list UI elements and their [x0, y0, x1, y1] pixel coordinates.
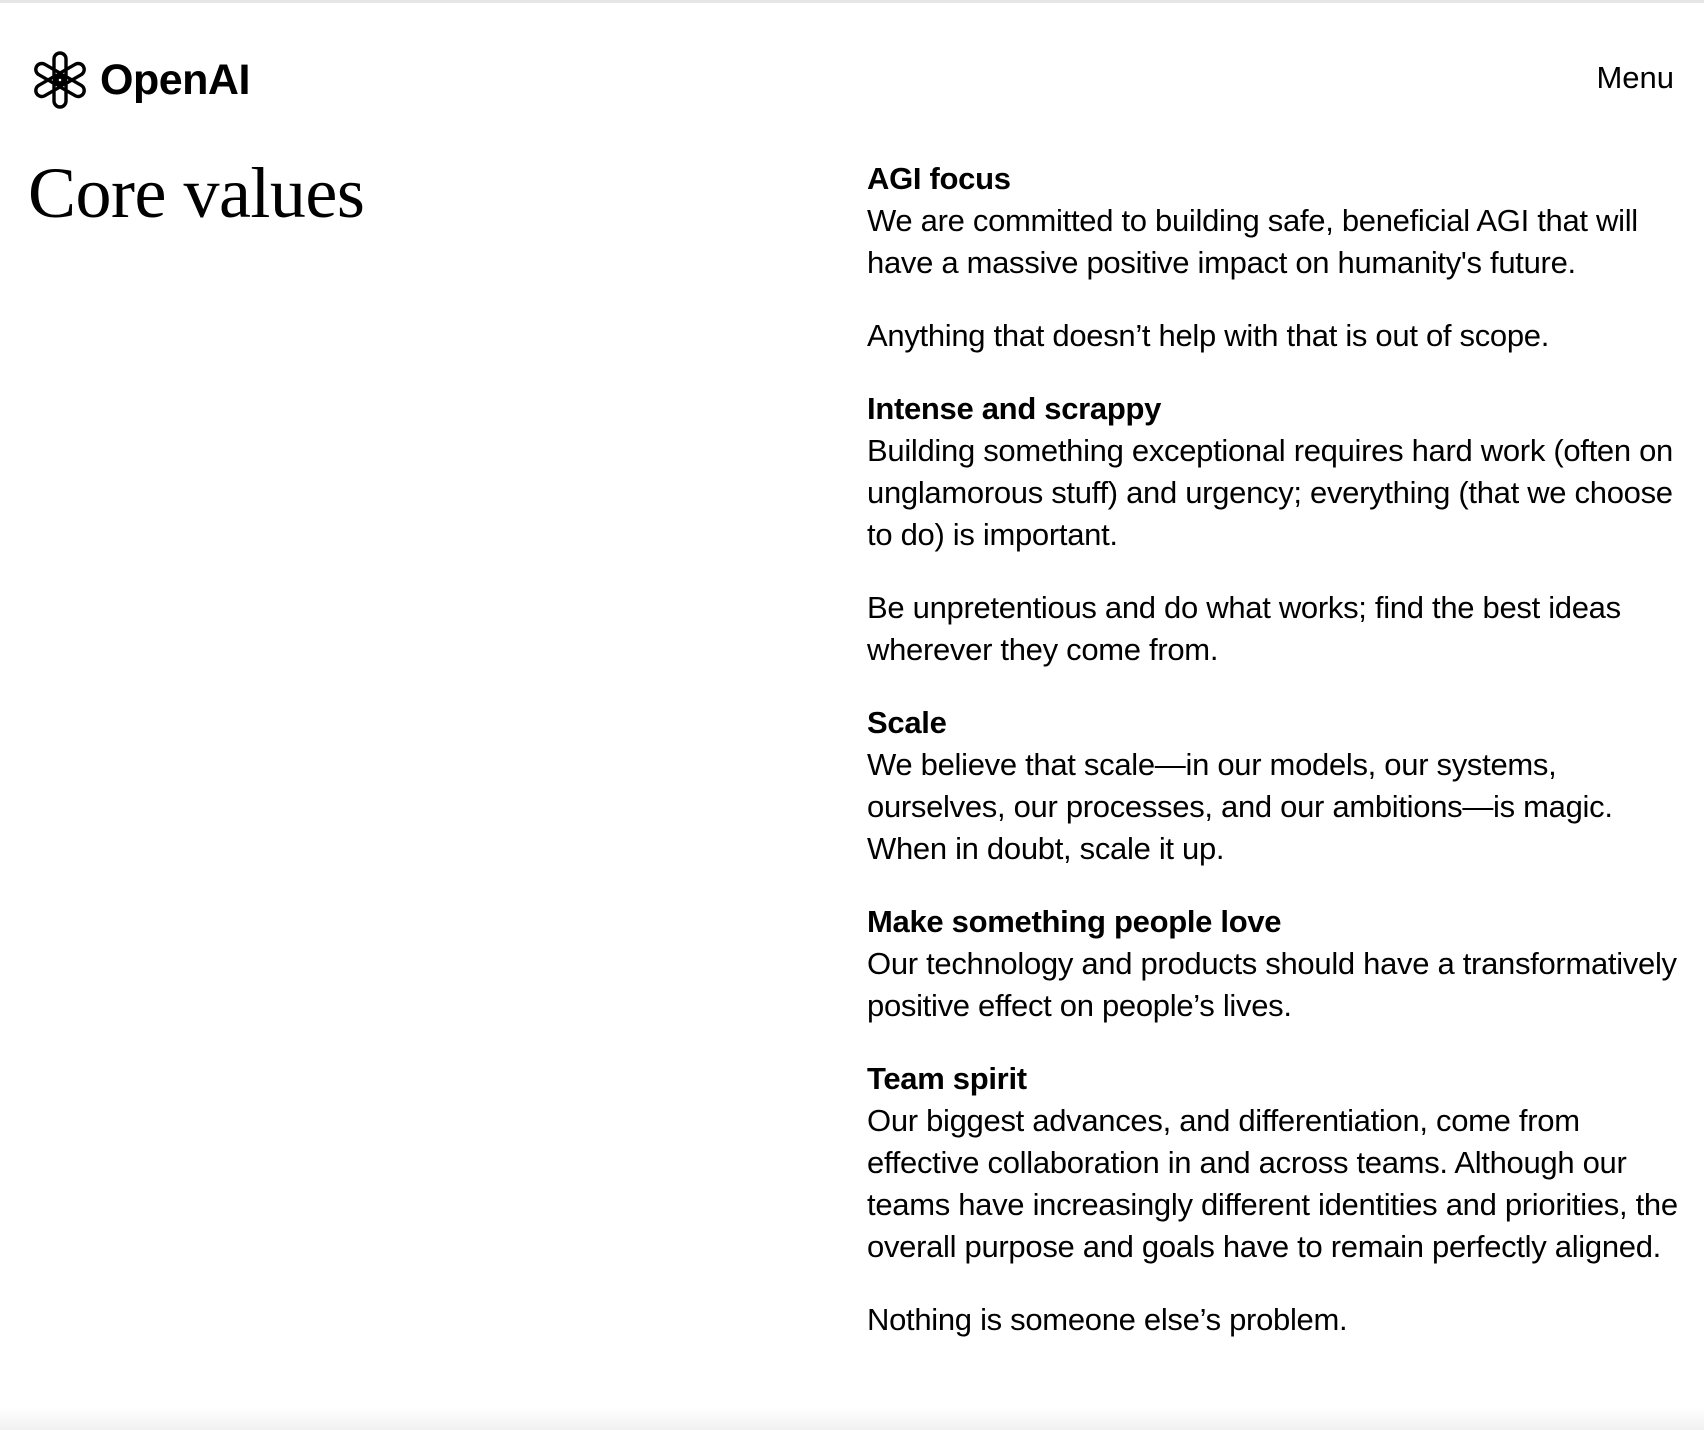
logo-wordmark: OpenAI: [100, 56, 250, 104]
value-title: Scale: [867, 705, 947, 740]
value-paragraph: Anything that doesn’t help with that is out of scope.: [867, 318, 1550, 353]
value-title: Intense and scrappy: [867, 391, 1162, 426]
value-paragraph: Be unpretentious and do what works; find the best ideas wherever they come from.: [867, 590, 1621, 667]
value-title: Team spirit: [867, 1061, 1027, 1096]
value-title: AGI focus: [867, 161, 1011, 196]
site-header: [28, 44, 1676, 116]
value-make-something-people-love: [867, 901, 1687, 1027]
menu-button[interactable]: Menu: [1596, 58, 1674, 98]
value-paragraph: Nothing is someone else’s problem.: [867, 1302, 1348, 1337]
value-team-spirit: [867, 1058, 1687, 1341]
bottom-fade: [0, 1408, 1704, 1430]
core-values-list: [867, 158, 1687, 1372]
page-title: Core values: [28, 153, 365, 233]
value-paragraph: Our technology and products should have a transformatively positive effect on people’s lives.: [867, 946, 1677, 1023]
value-scale: [867, 702, 1687, 870]
value-paragraph: We are committed to building safe, beneficial AGI that will have a massive positive impact on humanity's future.: [867, 203, 1638, 280]
value-paragraph: Our biggest advances, and differentiation, come from effective collaboration in and across teams. Although our teams have increasingly different identities and priorities, the overall purpose and goals have to remain perfectly aligned.: [867, 1103, 1678, 1264]
value-intense-and-scrappy: [867, 388, 1687, 671]
openai-logo-icon: [28, 48, 92, 112]
value-title: Make something people love: [867, 904, 1282, 939]
value-agi-focus: [867, 158, 1687, 357]
value-paragraph: We believe that scale—in our models, our systems, ourselves, our processes, and our ambitions—is magic. When in doubt, scale it up.: [867, 747, 1613, 866]
top-border: [0, 0, 1704, 3]
openai-logo-link[interactable]: [28, 44, 250, 116]
value-paragraph: Building something exceptional requires hard work (often on unglamorous stuff) and urgency; everything (that we choose to do) is important.: [867, 433, 1673, 552]
